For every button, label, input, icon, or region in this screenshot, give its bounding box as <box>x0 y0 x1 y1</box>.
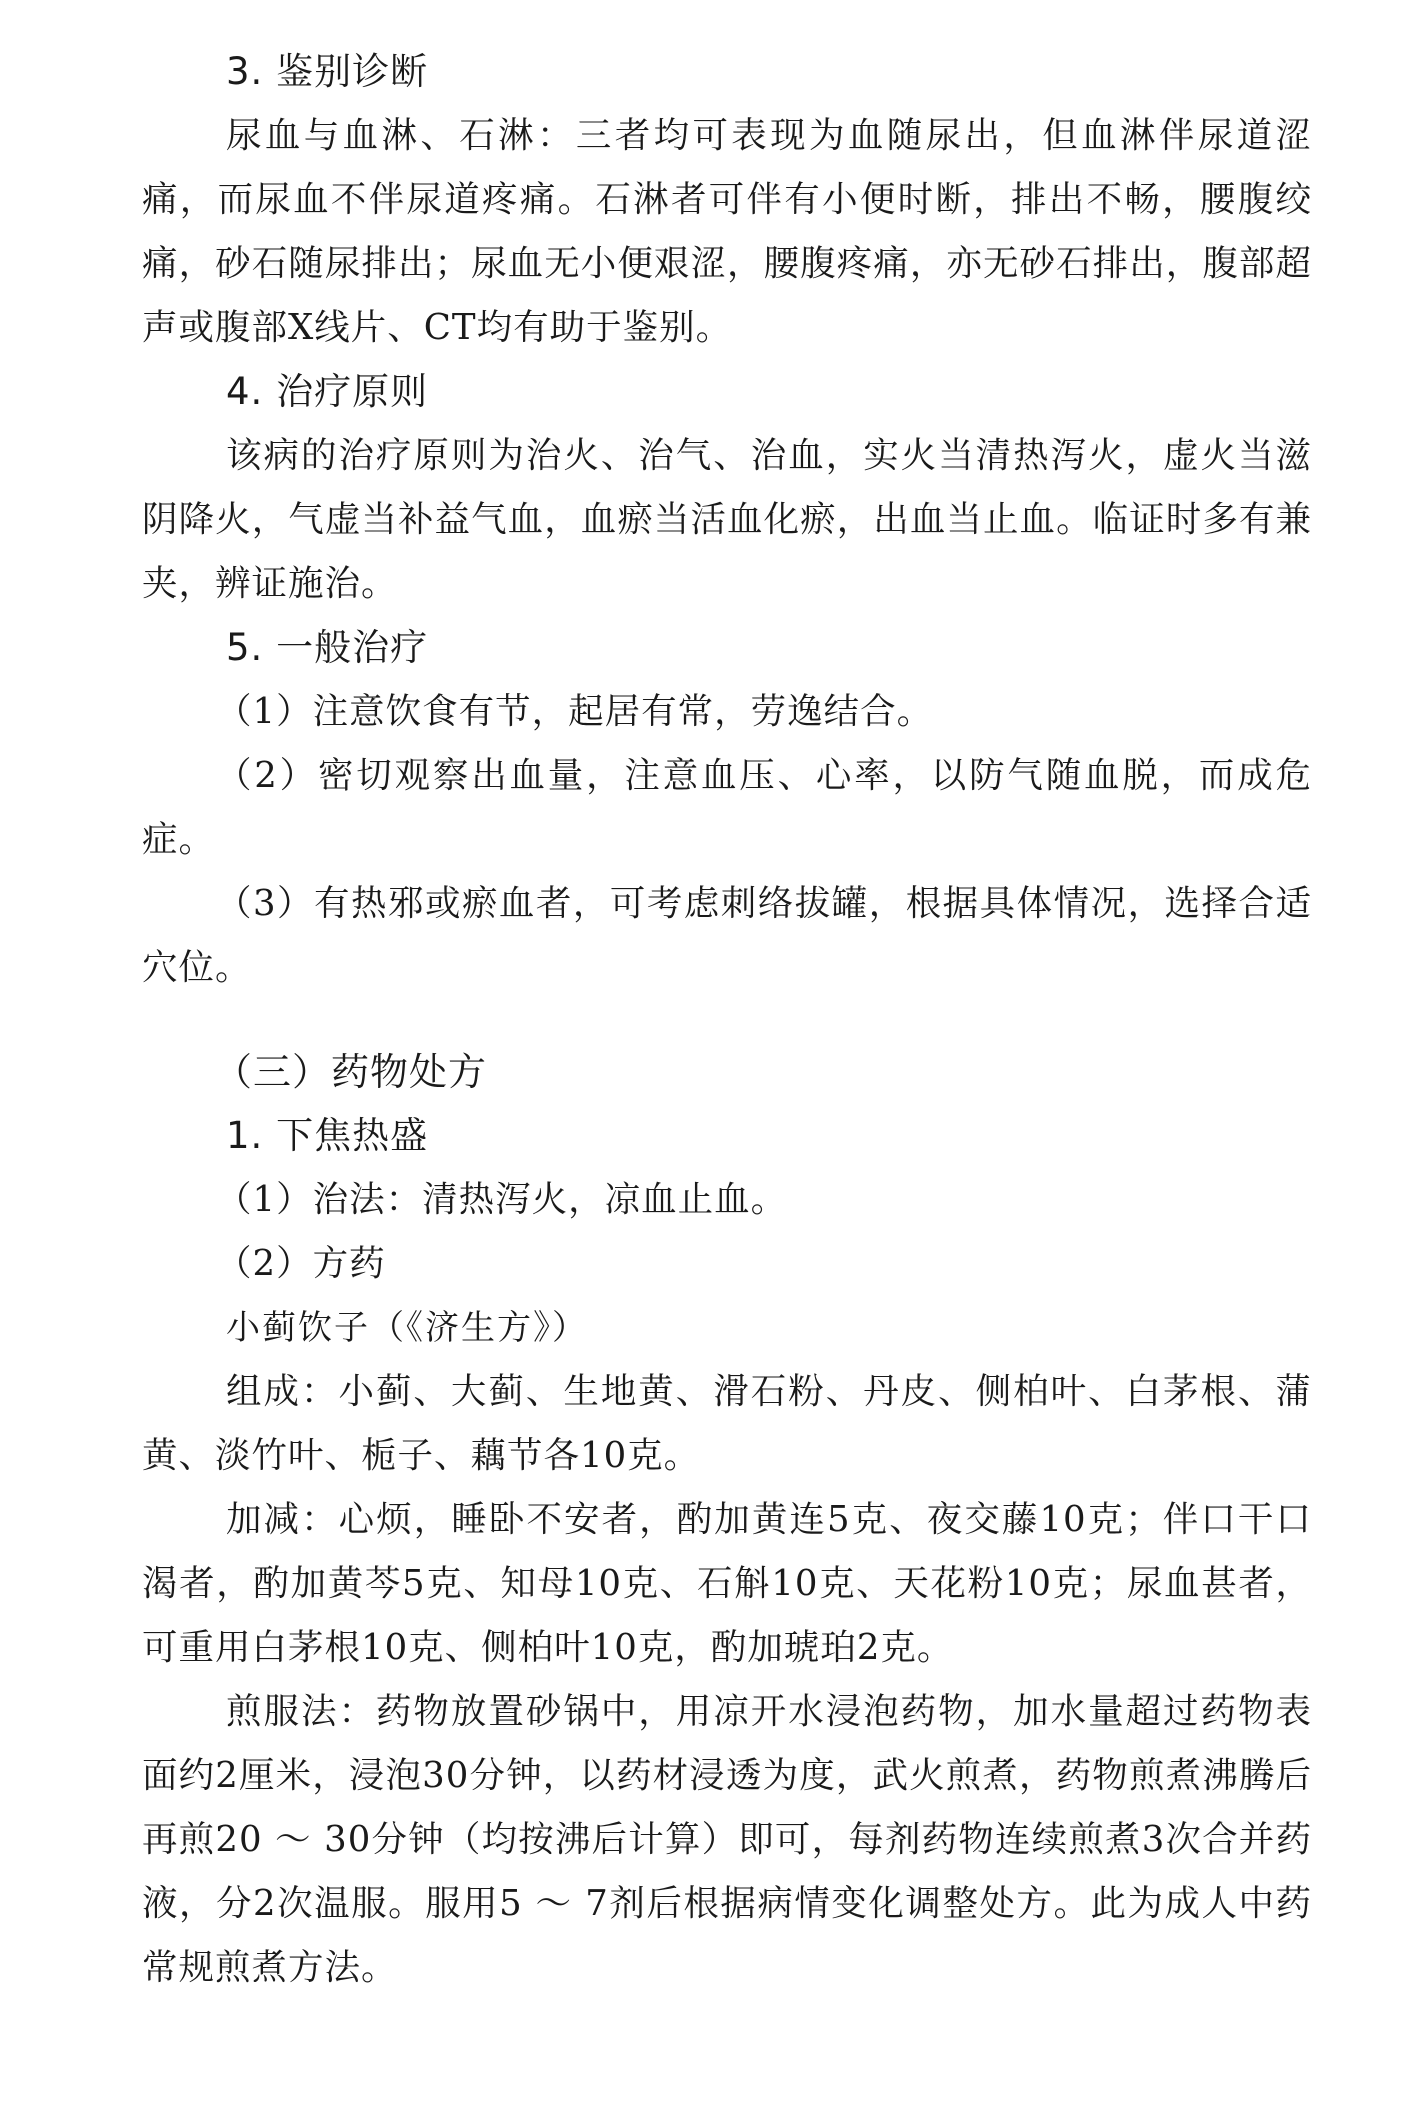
paragraph-decoction: 煎服法：药物放置砂锅中，用凉开水浸泡药物，加水量超过药物表面约2厘米，浸泡30分钟，以药材浸透为度，武火煎煮，药物煎煮沸腾后再煎20 ～ 30分钟（均按沸后计算）即可，每剂药物连续煎煮3次合并药液，分2次温服。服用5 ～ 7剂后根据病情变化调整处方。此为成人中药常规煎煮方法。 <box>142 1691 1312 1988</box>
heading-treatment-principle: 4. 治疗原则 <box>226 370 429 413</box>
paragraph-modification: 加减：心烦，睡卧不安者，酌加黄连5克、夜交藤10克；伴口干口渴者，酌加黄芩5克、知母10克、石斛10克、天花粉10克；尿血甚者，可重用白茅根10克、侧柏叶10克，酌加琥珀2克。 <box>142 1499 1312 1668</box>
formula-name: 小蓟饮子（《济生方》） <box>226 1308 588 1348</box>
general-treatment-item-3: （3）有热邪或瘀血者，可考虑刺络拔罐，根据具体情况，选择合适穴位。 <box>142 883 1312 988</box>
heading-prescription: （三）药物处方 <box>214 1050 488 1094</box>
treatment-method-item: （1）治法：清热泻火，凉血止血。 <box>216 1179 788 1220</box>
formula-item: （2）方药 <box>216 1243 386 1284</box>
heading-syndrome: 1. 下焦热盛 <box>226 1114 429 1157</box>
paragraph-treatment-principle: 该病的治疗原则为治火、治气、治血，实火当清热泻火，虚火当滋阴降火，气虚当补益气血，血瘀当活血化瘀，出血当止血。临证时多有兼夹，辨证施治。 <box>142 435 1312 604</box>
general-treatment-item-2: （2）密切观察出血量，注意血压、心率，以防气随血脱，而成危症。 <box>142 755 1312 860</box>
document-page <box>142 40 1312 2000</box>
paragraph-composition: 组成：小蓟、大蓟、生地黄、滑石粉、丹皮、侧柏叶、白茅根、蒲黄、淡竹叶、栀子、藕节各10克。 <box>142 1371 1312 1476</box>
paragraph-differential-diagnosis: 尿血与血淋、石淋：三者均可表现为血随尿出，但血淋伴尿道涩痛，而尿血不伴尿道疼痛。石淋者可伴有小便时断，排出不畅，腰腹绞痛，砂石随尿排出；尿血无小便艰涩，腰腹疼痛，亦无砂石排出，腹部超声或腹部X线片、CT均有助于鉴别。 <box>142 115 1312 348</box>
general-treatment-item-1: （1）注意饮食有节，起居有常，劳逸结合。 <box>216 691 934 732</box>
heading-differential-diagnosis: 3. 鉴别诊断 <box>226 50 429 93</box>
heading-general-treatment: 5. 一般治疗 <box>226 626 429 669</box>
